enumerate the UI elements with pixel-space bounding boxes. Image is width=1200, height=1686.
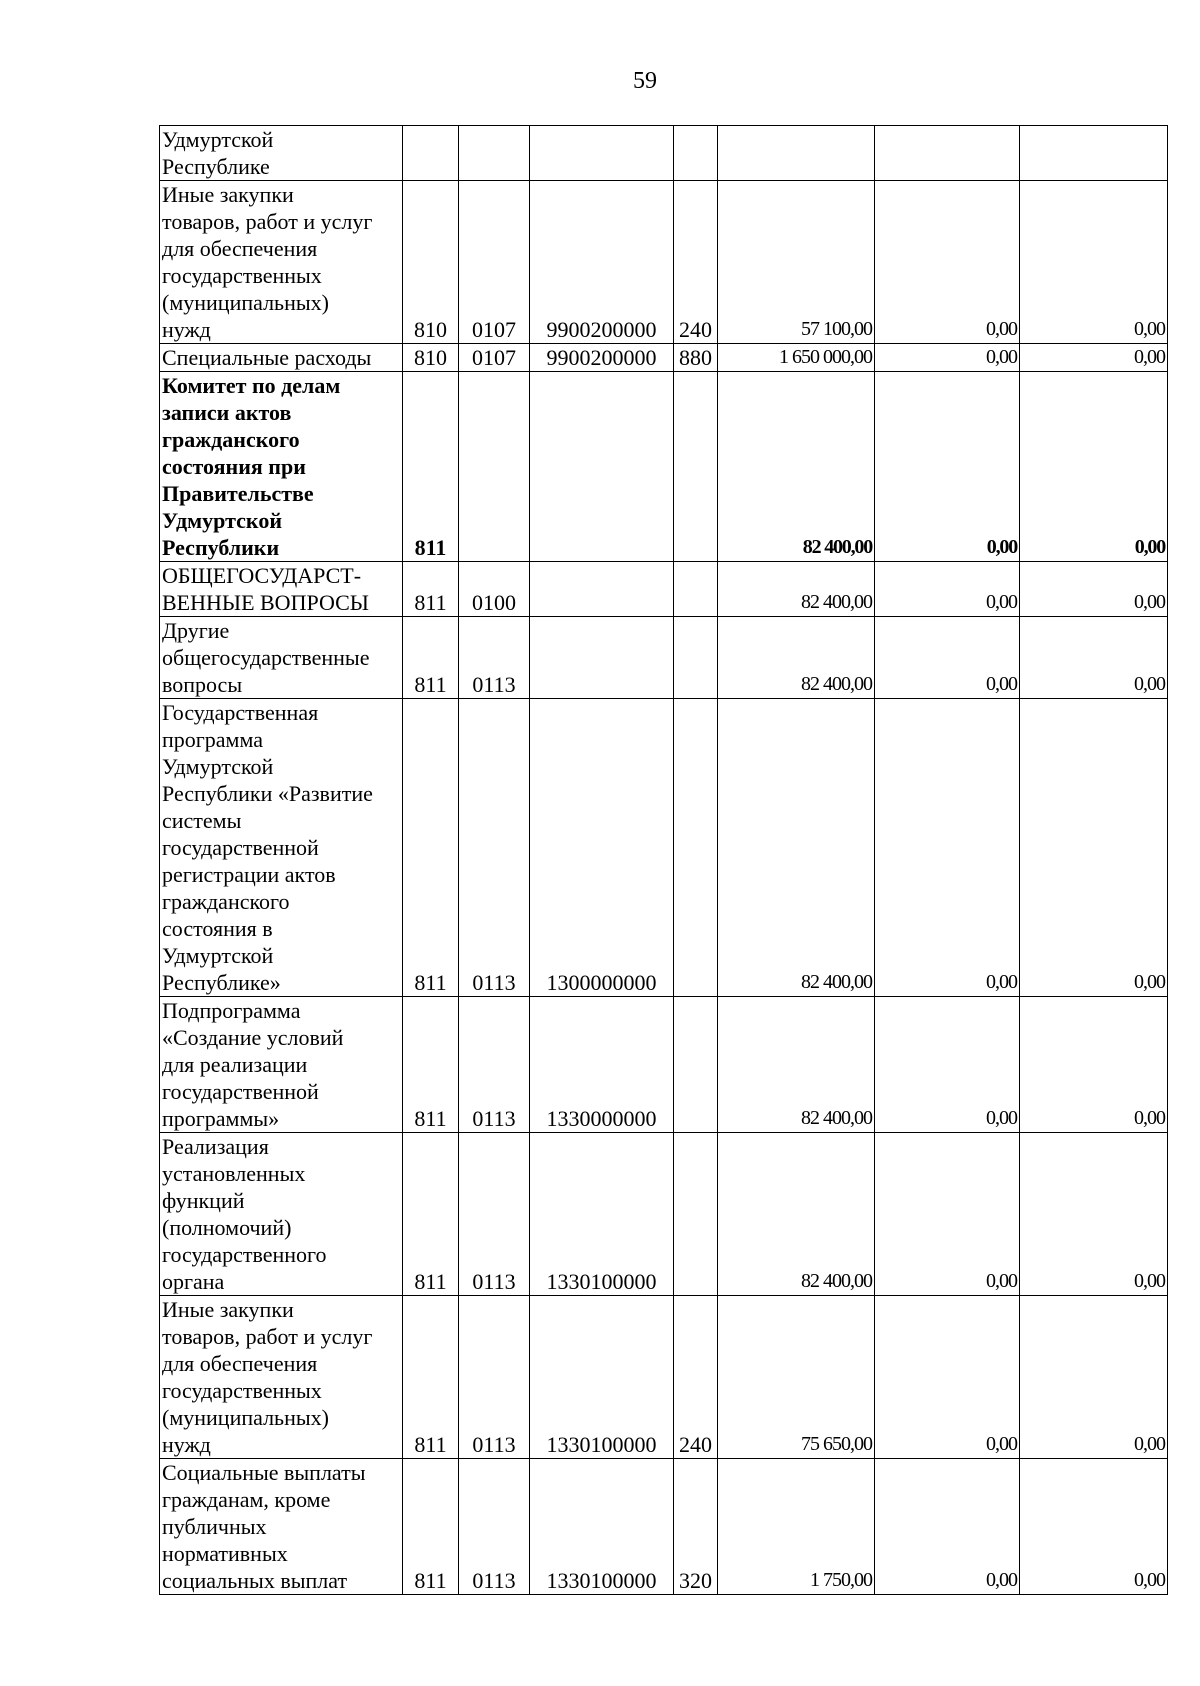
section-code: 0113: [459, 1296, 530, 1459]
budget-table: [159, 125, 1168, 1595]
table-row: [160, 372, 1168, 562]
target-article-code: 1300000000: [530, 699, 674, 997]
amount-2: 0,00: [875, 344, 1020, 372]
amount-1: 75 650,00: [718, 1296, 875, 1459]
amount-3: 0,00: [1020, 617, 1168, 699]
expense-type-code: [674, 1133, 718, 1296]
amount-2: 0,00: [875, 1133, 1020, 1296]
table-row: [160, 344, 1168, 372]
ved-code: 811: [403, 1133, 459, 1296]
amount-1: [718, 126, 875, 181]
amount-1: 57 100,00: [718, 181, 875, 344]
section-code: 0113: [459, 699, 530, 997]
amount-3: 0,00: [1020, 1296, 1168, 1459]
target-article-code: 9900200000: [530, 181, 674, 344]
expense-type-code: [674, 617, 718, 699]
row-name: Другие общегосударственные вопросы: [160, 617, 403, 699]
section-code: [459, 126, 530, 181]
expense-type-code: 880: [674, 344, 718, 372]
expense-type-code: [674, 699, 718, 997]
section-code: 0113: [459, 997, 530, 1133]
table-row: [160, 699, 1168, 997]
amount-3: 0,00: [1020, 181, 1168, 344]
amount-2: 0,00: [875, 562, 1020, 617]
expense-type-code: 240: [674, 1296, 718, 1459]
row-name: Реализация установленных функций (полномочий) государственного органа: [160, 1133, 403, 1296]
amount-3: 0,00: [1020, 699, 1168, 997]
amount-2: 0,00: [875, 1296, 1020, 1459]
table-row: [160, 1459, 1168, 1595]
amount-3: 0,00: [1020, 997, 1168, 1133]
row-name: Государственная программа Удмуртской Республики «Развитие системы государственной регистрации актов гражданского состояния в Удмуртской Республике»: [160, 699, 403, 997]
table-row: [160, 126, 1168, 181]
page-number: 59: [633, 68, 657, 94]
ved-code: 811: [403, 372, 459, 562]
amount-1: 82 400,00: [718, 699, 875, 997]
target-article-code: 1330100000: [530, 1459, 674, 1595]
table-row: [160, 562, 1168, 617]
section-code: 0113: [459, 617, 530, 699]
ved-code: 810: [403, 181, 459, 344]
row-name: Удмуртской Республике: [160, 126, 403, 181]
row-name: Иные закупки товаров, работ и услуг для обеспечения государственных (муниципальных) нужд: [160, 1296, 403, 1459]
expense-type-code: [674, 372, 718, 562]
amount-3: 0,00: [1020, 1459, 1168, 1595]
expense-type-code: [674, 126, 718, 181]
table-row: [160, 617, 1168, 699]
amount-1: 82 400,00: [718, 1133, 875, 1296]
amount-2: 0,00: [875, 181, 1020, 344]
table-body: [160, 126, 1168, 1595]
table-row: [160, 1133, 1168, 1296]
ved-code: 811: [403, 562, 459, 617]
ved-code: 811: [403, 699, 459, 997]
amount-3: [1020, 126, 1168, 181]
ved-code: 811: [403, 997, 459, 1133]
amount-1: 1 750,00: [718, 1459, 875, 1595]
expense-type-code: [674, 997, 718, 1133]
row-name: Специальные расходы: [160, 344, 403, 372]
row-name: Иные закупки товаров, работ и услуг для обеспечения государственных (муниципальных) нужд: [160, 181, 403, 344]
amount-1: 82 400,00: [718, 562, 875, 617]
amount-3: 0,00: [1020, 344, 1168, 372]
amount-1: 82 400,00: [718, 372, 875, 562]
section-code: 0107: [459, 344, 530, 372]
section-code: 0113: [459, 1133, 530, 1296]
expense-type-code: [674, 562, 718, 617]
amount-1: 1 650 000,00: [718, 344, 875, 372]
target-article-code: [530, 617, 674, 699]
table-row: [160, 997, 1168, 1133]
target-article-code: 9900200000: [530, 344, 674, 372]
amount-2: 0,00: [875, 617, 1020, 699]
target-article-code: [530, 126, 674, 181]
amount-2: 0,00: [875, 997, 1020, 1133]
row-name: Подпрограмма «Создание условий для реализации государственной программы»: [160, 997, 403, 1133]
expense-type-code: 320: [674, 1459, 718, 1595]
ved-code: 811: [403, 1459, 459, 1595]
row-name: ОБЩЕГОСУДАРСТ- ВЕННЫЕ ВОПРОСЫ: [160, 562, 403, 617]
amount-2: [875, 126, 1020, 181]
ved-code: [403, 126, 459, 181]
section-code: 0113: [459, 1459, 530, 1595]
target-article-code: 1330100000: [530, 1133, 674, 1296]
amount-1: 82 400,00: [718, 617, 875, 699]
row-name: Социальные выплаты гражданам, кроме публичных нормативных социальных выплат: [160, 1459, 403, 1595]
section-code: 0100: [459, 562, 530, 617]
target-article-code: [530, 562, 674, 617]
ved-code: 811: [403, 1296, 459, 1459]
target-article-code: 1330000000: [530, 997, 674, 1133]
ved-code: 810: [403, 344, 459, 372]
target-article-code: 1330100000: [530, 1296, 674, 1459]
ved-code: 811: [403, 617, 459, 699]
expense-type-code: 240: [674, 181, 718, 344]
target-article-code: [530, 372, 674, 562]
amount-2: 0,00: [875, 1459, 1020, 1595]
table-row: [160, 181, 1168, 344]
amount-3: 0,00: [1020, 562, 1168, 617]
amount-3: 0,00: [1020, 1133, 1168, 1296]
amount-3: 0,00: [1020, 372, 1168, 562]
table-row: [160, 1296, 1168, 1459]
section-code: 0107: [459, 181, 530, 344]
row-name: Комитет по делам записи актов гражданского состояния при Правительстве Удмуртской Республики: [160, 372, 403, 562]
section-code: [459, 372, 530, 562]
amount-2: 0,00: [875, 372, 1020, 562]
amount-2: 0,00: [875, 699, 1020, 997]
amount-1: 82 400,00: [718, 997, 875, 1133]
